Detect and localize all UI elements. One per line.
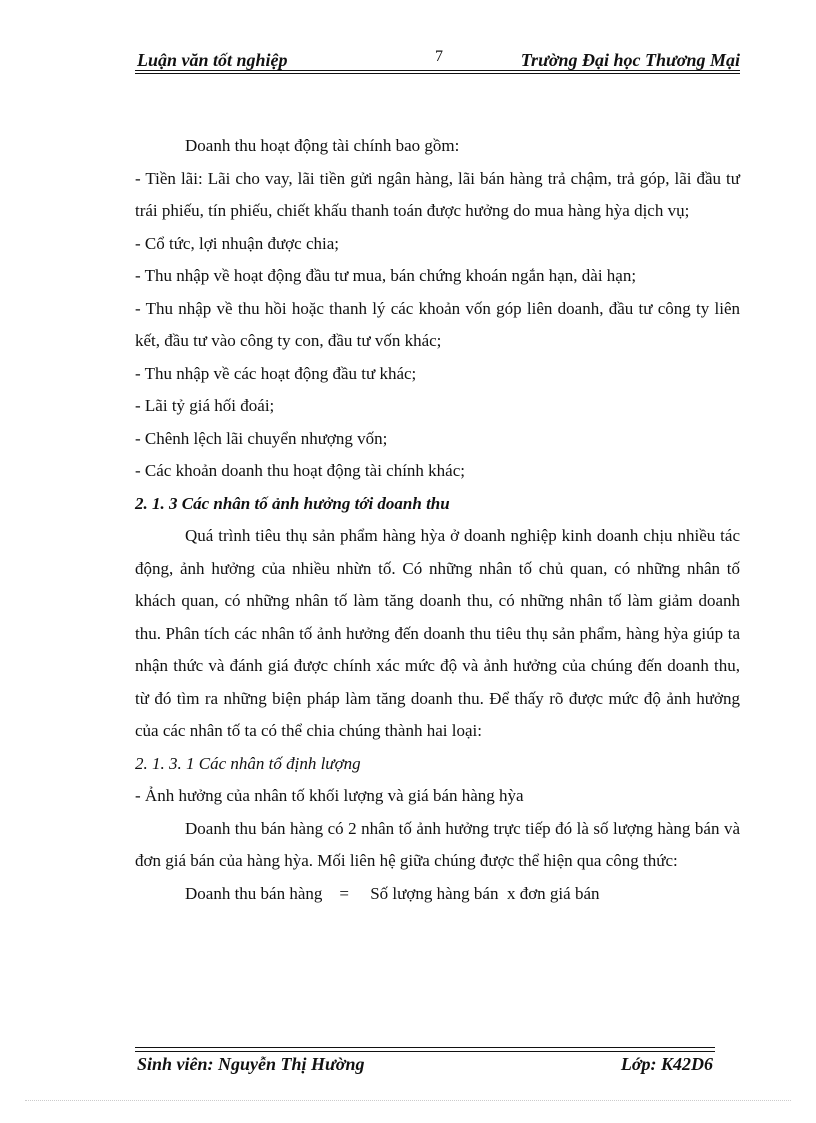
footer-student: Sinh viên: Nguyễn Thị Hường [137,1054,365,1074]
paragraph-sales-factors: Doanh thu bán hàng có 2 nhân tố ảnh hưởng trực tiếp đó là số lượng hàng bán và đơn giá bán của hàng hỳa. Mối liên hệ giữa chúng được thể hiện qua công thức: [135,818,740,870]
footer-divider-thin [135,1051,715,1052]
page-body [135,130,740,910]
footer-class: Lớp: K42D6 [620,1054,713,1074]
page-header [135,48,740,72]
list-item-exchange-gain: - Lãi tỷ giá hối đoái; [135,396,275,415]
page-footer [135,1054,715,1078]
list-item-capital-transfer: - Chênh lệch lãi chuyển nhượng vốn; [135,428,388,448]
list-item-dividends: - Cổ tức, lợi nhuận được chia; [135,233,339,253]
section-heading-2-1-3: 2. 1. 3 Các nhân tố ảnh hưởng tới doanh thu [135,493,450,513]
footer-divider [135,1047,715,1048]
paragraph-factors: Quá trình tiêu thụ sản phẩm hàng hỳa ở doanh nghiệp kinh doanh chịu nhiều tác động, ảnh hưởng của nhiều nhừn tố. Có những nhân tố chủ quan, có những nhân tố khách quan, có những nhân tố làm tăng doanh thu, có những nhân tố làm giảm doanh thu. Phân tích các nhân tố ảnh hưởng đến doanh thu tiêu thụ sản phẩm, hàng hỳa giúp ta nhận thức và đánh giá được chính xác mức độ và ảnh hưởng của chúng đến doanh thu, từ đó tìm ra những biện pháp làm tăng doanh thu. Để thấy rõ được mức độ ảnh hưởng của các nhân tố ta có thể chia chúng thành hai loại: [135,526,740,740]
list-item-other-financial: - Các khoản doanh thu hoạt động tài chính khác; [135,461,465,480]
formula-revenue: Doanh thu bán hàng = Số lượng hàng bán x đơn giá bán [185,883,600,903]
header-university: Trường Đại học Thương Mại [520,50,740,70]
header-divider [135,70,740,71]
list-item-volume-price: - Ảnh hưởng của nhân tố khối lượng và giá bán hàng hỳa [135,786,524,805]
header-divider-thin [135,73,740,74]
list-item-securities-income: - Thu nhập về hoạt động đầu tư mua, bán chứng khoán ngắn hạn, dài hạn; [135,266,637,285]
list-item-capital-recovery: - Thu nhập về thu hồi hoặc thanh lý các khoản vốn góp liên doanh, đầu tư công ty liên kết, đầu tư vào công ty con, đầu tư vốn khác; [135,298,740,350]
page-number: 7 [435,48,443,65]
header-thesis-title: Luận văn tốt nghiệp [137,50,288,70]
list-item-other-investments: - Thu nhập về các hoạt động đầu tư khác; [135,363,417,383]
paragraph-financial-revenue-intro: Doanh thu hoạt động tài chính bao gồm: [185,136,460,155]
list-item-interest: - Tiền lãi: Lãi cho vay, lãi tiền gửi ngân hàng, lãi bán hàng trả chậm, trả góp, lãi đầu tư trái phiếu, tín phiếu, chiết khấu thanh toán được hưởng do mua hàng hỳa dịch vụ; [135,168,740,220]
section-heading-2-1-3-1: 2. 1. 3. 1 Các nhân tố định lượng [135,753,361,773]
page-bottom-border [25,1100,791,1101]
